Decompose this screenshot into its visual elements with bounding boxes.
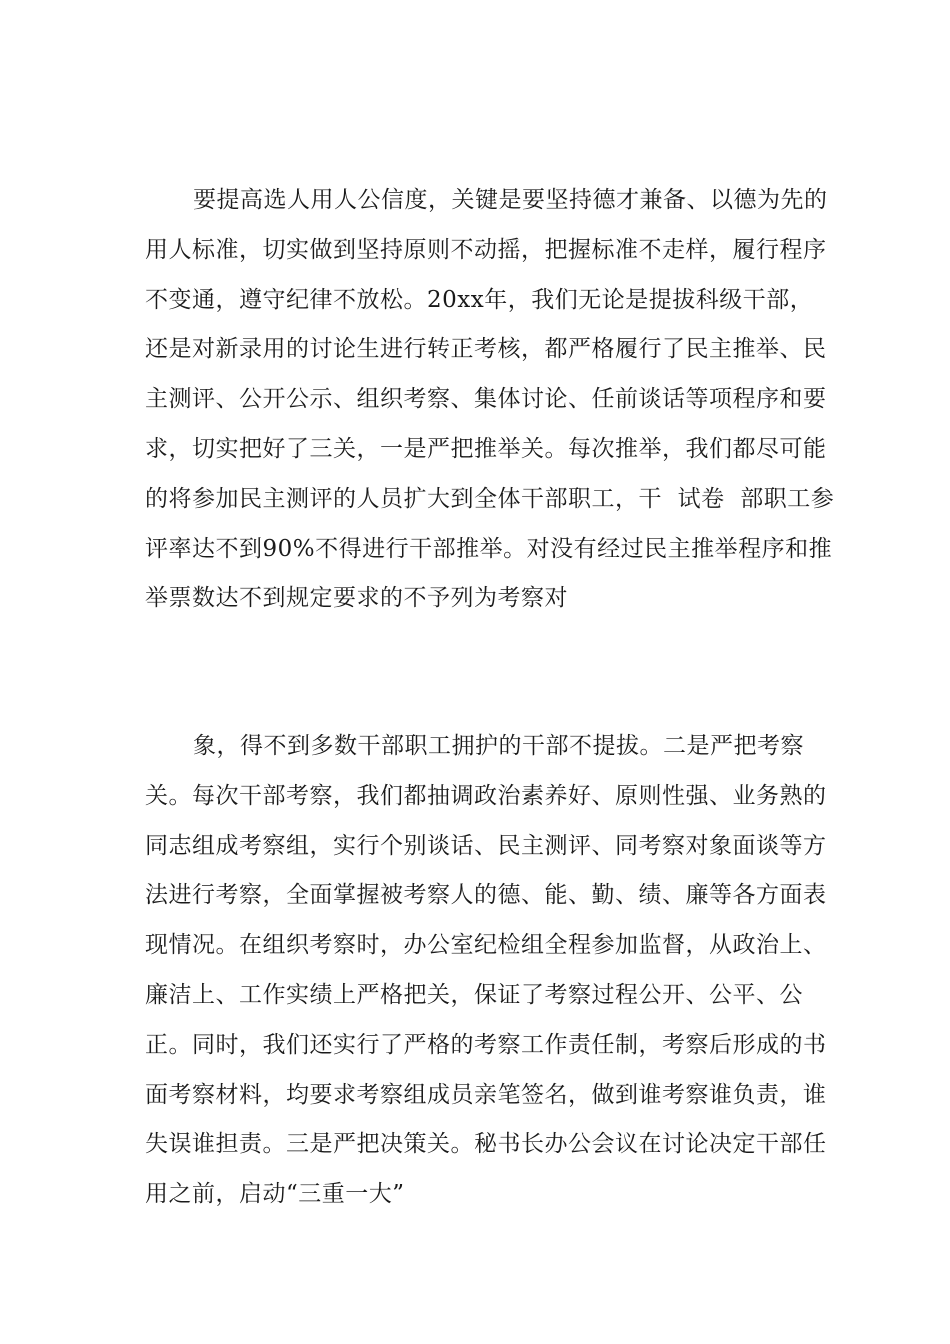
body-paragraph-1: 要提高选人用人公信度，关键是要坚持德才兼备、以德为先的用人标准，切实做到坚持原则不动摇，把握标准不走样，履行程序不变通，遵守纪律不放松。20xx年，我们无论是提拔科级干部，还是对新录用的讨论生进行转正考核，都严格履行了民主推举、民主测评、公开公示、组织考察、集体讨论、任前谈话等项程序和要求，切实把好了三关，一是严把推举关。每次推举，我们都尽可能的将参加民主测评的人员扩大到全体干部职工，干 试卷 部职工参评率达不到90%不得进行干部推举。对没有经过民主推举程序和推举票数达不到规定要求的不予列为考察对 xyxy=(145,187,835,612)
body-paragraph-2: 象，得不到多数干部职工拥护的干部不提拔。二是严把考察关。每次干部考察，我们都抽调政治素养好、原则性强、业务熟的同志组成考察组，实行个别谈话、民主测评、同考察对象面谈等方法进行考察，全面掌握被考察人的德、能、勤、绩、廉等各方面表现情况。在组织考察时，办公室纪检组全程参加监督，从政治上、廉洁上、工作实绩上严格把关，保证了考察过程公开、公平、公正。同时，我们还实行了严格的考察工作责任制，考察后形成的书面考察材料，均要求考察组成员亲笔签名，做到谁考察谁负责，谁失误谁担责。三是严把决策关。秘书长办公会议在讨论决定干部任用之前，启动“三重一大” xyxy=(145,733,827,1208)
